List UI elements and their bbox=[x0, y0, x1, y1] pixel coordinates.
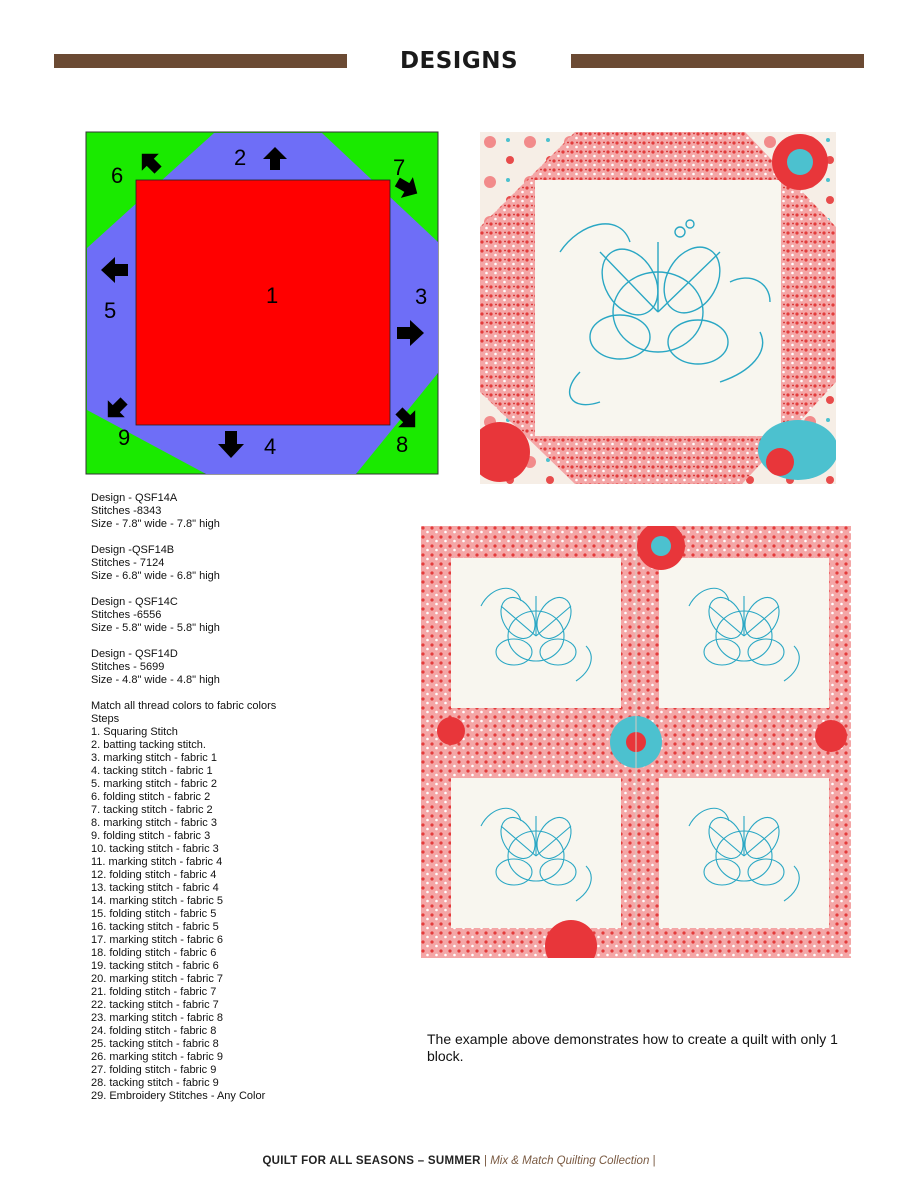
diagram-label-4: 4 bbox=[264, 434, 277, 459]
step-item: 25. tacking stitch - fabric 8 bbox=[91, 1038, 219, 1050]
step-item: 9. folding stitch - fabric 3 bbox=[91, 830, 211, 842]
step-item: 17. marking stitch - fabric 6 bbox=[91, 934, 224, 946]
step-item: 15. folding stitch - fabric 5 bbox=[91, 908, 217, 920]
step-item: 16. tacking stitch - fabric 5 bbox=[91, 921, 219, 933]
diagram-label-8: 8 bbox=[396, 432, 409, 457]
step-item: 5. marking stitch - fabric 2 bbox=[91, 778, 217, 790]
step-item: 19. tacking stitch - fabric 6 bbox=[91, 960, 219, 972]
design-size: Size - 7.8" wide - 7.8" high bbox=[91, 518, 220, 530]
footer-separator: | bbox=[484, 1155, 487, 1167]
design-size: Size - 6.8" wide - 6.8" high bbox=[91, 570, 220, 582]
design-specs bbox=[91, 492, 391, 1103]
design-stitches: Stitches -6556 bbox=[91, 609, 162, 621]
diagram-label-1: 1 bbox=[266, 283, 279, 308]
design-name: Design -QSF14B bbox=[91, 544, 175, 556]
quilt-caption: The example above demonstrates how to create a quilt with only 1 block. bbox=[427, 1031, 838, 1064]
header-rule-left bbox=[54, 54, 347, 68]
instructions-intro: Match all thread colors to fabric colors bbox=[91, 700, 277, 712]
step-item: 26. marking stitch - fabric 9 bbox=[91, 1051, 224, 1063]
design-name: Design - QSF14C bbox=[91, 596, 178, 608]
step-item: 28. tacking stitch - fabric 9 bbox=[91, 1077, 219, 1089]
step-item: 23. marking stitch - fabric 8 bbox=[91, 1012, 224, 1024]
step-item: 12. folding stitch - fabric 4 bbox=[91, 869, 217, 881]
step-item: 11. marking stitch - fabric 4 bbox=[91, 856, 223, 868]
step-item: 1. Squaring Stitch bbox=[91, 726, 178, 738]
step-item: 29. Embroidery Stitches - Any Color bbox=[91, 1090, 266, 1102]
page-footer bbox=[0, 1155, 918, 1167]
steps-list bbox=[91, 726, 391, 1103]
step-item: 2. batting tacking stitch. bbox=[91, 739, 206, 751]
diagram-center-square bbox=[136, 180, 390, 425]
design-stitches: Stitches - 7124 bbox=[91, 557, 165, 569]
design-name: Design - QSF14A bbox=[91, 492, 178, 504]
design-size: Size - 5.8" wide - 5.8" high bbox=[91, 622, 220, 634]
design-size: Size - 4.8" wide - 4.8" high bbox=[91, 674, 220, 686]
step-item: 14. marking stitch - fabric 5 bbox=[91, 895, 224, 907]
design-name: Design - QSF14D bbox=[91, 648, 178, 660]
step-item: 20. marking stitch - fabric 7 bbox=[91, 973, 224, 985]
step-item: 4. tacking stitch - fabric 1 bbox=[91, 765, 213, 777]
step-item: 6. folding stitch - fabric 2 bbox=[91, 791, 211, 803]
diagram-label-3: 3 bbox=[415, 284, 428, 309]
diagram-label-7: 7 bbox=[393, 155, 406, 180]
step-item: 8. marking stitch - fabric 3 bbox=[91, 817, 217, 829]
step-item: 21. folding stitch - fabric 7 bbox=[91, 986, 217, 998]
diagram-label-2: 2 bbox=[234, 145, 247, 170]
finished-block-photo bbox=[480, 132, 836, 484]
design-stitches: Stitches -8343 bbox=[91, 505, 162, 517]
step-item: 22. tacking stitch - fabric 7 bbox=[91, 999, 219, 1011]
step-item: 27. folding stitch - fabric 9 bbox=[91, 1064, 217, 1076]
step-item: 18. folding stitch - fabric 6 bbox=[91, 947, 217, 959]
step-item: 24. folding stitch - fabric 8 bbox=[91, 1025, 217, 1037]
piecing-diagram bbox=[84, 130, 440, 478]
header-rule-right bbox=[571, 54, 864, 68]
diagram-label-9: 9 bbox=[118, 425, 131, 450]
step-item: 10. tacking stitch - fabric 3 bbox=[91, 843, 219, 855]
quilt-example-photo bbox=[421, 526, 851, 958]
step-item: 13. tacking stitch - fabric 4 bbox=[91, 882, 219, 894]
footer-end-separator: | bbox=[652, 1155, 656, 1167]
step-item: 7. tacking stitch - fabric 2 bbox=[91, 804, 213, 816]
design-stitches: Stitches - 5699 bbox=[91, 661, 165, 673]
page-title: DESIGNS bbox=[399, 48, 519, 74]
step-item: 3. marking stitch - fabric 1 bbox=[91, 752, 217, 764]
steps-heading: Steps bbox=[91, 713, 120, 725]
footer-collection: Mix & Match Quilting Collection bbox=[490, 1155, 650, 1167]
diagram-label-6: 6 bbox=[111, 163, 124, 188]
footer-title: QUILT FOR ALL SEASONS – SUMMER bbox=[262, 1155, 481, 1167]
diagram-label-5: 5 bbox=[104, 298, 117, 323]
